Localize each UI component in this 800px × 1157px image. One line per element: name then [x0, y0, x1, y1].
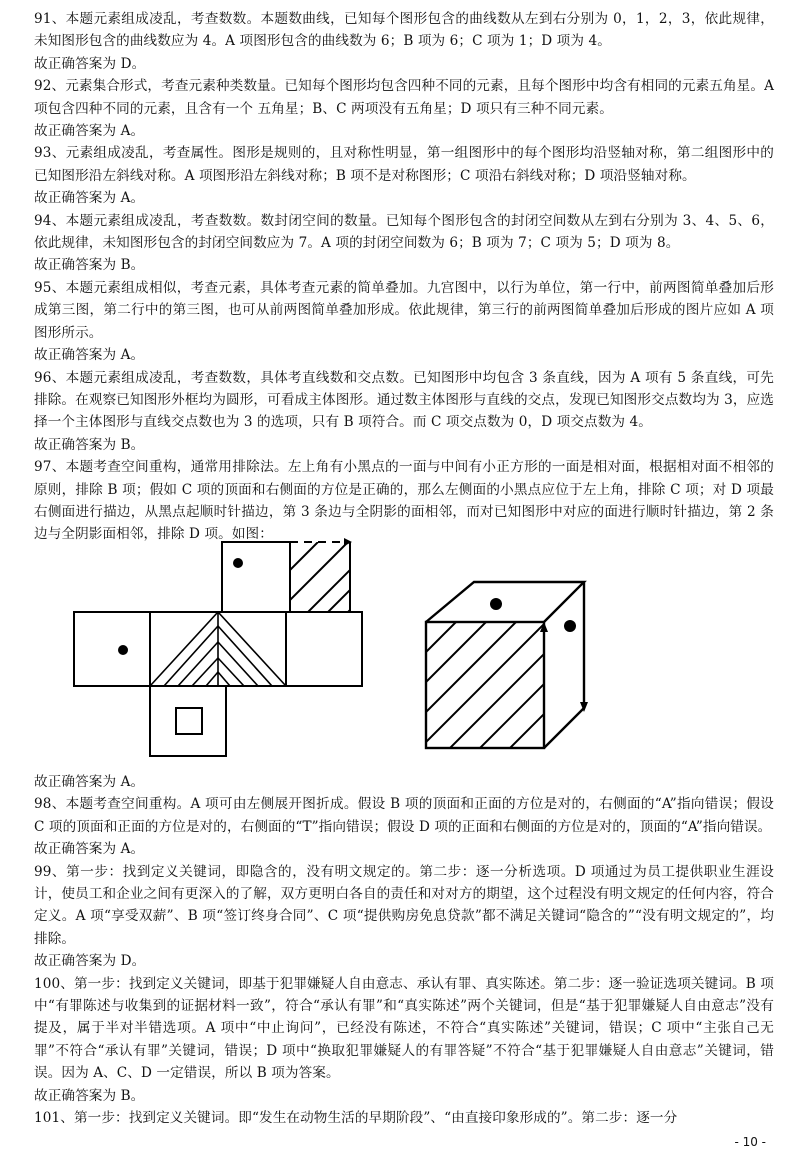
cube-dot-right	[564, 620, 576, 632]
answer-q99: 故正确答案为 D。	[34, 953, 146, 970]
net-face-left	[74, 612, 150, 686]
paragraph-q91: 91、本题元素组成凌乱，考查数数。本题数曲线，已知每个图形包含的曲线数从左到右分别为 0，1，2，3，依此规律，未知图形包含的曲线数应为 4。A 项图形包含的曲线数为 6；B 项为 6；C 项为 1；D 项为 4。	[34, 11, 774, 50]
paragraph-q92: 92、元素集合形式，考查元素种类数量。已知每个图形均包含四种不同的元素，且每个图形中均含有相同的元素五角星。A 项包含四种不同的元素，且含有一个 五角星；B、C 两项没有五角星；D 项只有三种不同元素。	[34, 78, 774, 117]
answer-q95: 故正确答案为 A。	[34, 347, 145, 364]
paragraph-q99: 99、第一步：找到定义关键词，即隐含的，没有明文规定的。第二步：逐一分析选项。D 项通过为员工提供职业生涯设计，使员工和企业之间有更深入的了解，双方更明白各自的责任和对对方的期望，这个过程没有明文规定的任何内容，符合定义。A 项“享受双薪”、B 项“签订终身合同”、C 项“提供购房免息贷款”都不满足关键词“隐含的”“没有明文规定的”，均排除。	[34, 863, 774, 947]
small-square	[176, 708, 202, 734]
page-number: - 10 -	[734, 1135, 766, 1149]
answer-q92: 故正确答案为 A。	[34, 123, 145, 140]
answer-q98: 故正确答案为 A。	[34, 841, 145, 858]
net-dot-top	[233, 558, 243, 568]
answer-q100: 故正确答案为 B。	[34, 1087, 145, 1104]
net-face-top-hatched	[290, 538, 410, 620]
answer-q96: 故正确答案为 B。	[34, 436, 145, 453]
paragraph-q100: 100、第一步：找到定义关键词，即基于犯罪嫌疑人自由意志、承认有罪、真实陈述。第二步：逐一验证选项关键词。B 项中“有罪陈述与收集到的证据材料一致”，符合“承认有罪”和“真实陈述”两个关键词，但是“基于犯罪嫌疑人自由意志”没有提及，属于半对半错选项。A 项中“中止询问”，已经没有陈述，不符合“真实陈述”关键词，错误；C 项中“主张自己无罪”不符合“承认有罪”关键词，错误；D 项中“换取犯罪嫌疑人的有罪答疑”不符合“基于犯罪嫌疑人自由意志”关键词，错误。因为 A、C、D 一定错误，所以 B 项为答案。	[34, 975, 774, 1082]
answer-explanations-top	[34, 8, 774, 546]
paragraph-q95: 95、本题元素组成相似，考查元素，具体考查元素的简单叠加。九宫图中，以行为单位，第一行中，前两图简单叠加后形成第三图，第二行中的第三图，也可从前两图简单叠加形成。依此规律，第三行的前两图简单叠加后形成的图片应如 A 项图形所示。	[34, 279, 774, 341]
answer-q93: 故正确答案为 A。	[34, 190, 145, 207]
paragraph-q97: 97、本题考查空间重构，通常用排除法。左上角有小黑点的一面与中间有小正方形的一面是相对面，根据相对面不相邻的原则，排除 B 项；假如 C 项的顶面和右侧面的方位是正确的，那么左侧面的小黑点应位于左上角，排除 C 项；对 D 项最右侧面进行描边，从黑点起顺时针描边，第 3 条边与全阴影的面相邻，而对已知图形中对应的面进行顺时针描边，第 2 条边与全阴影面相邻，排除 D 项。如图：	[34, 459, 774, 543]
net-face-bottom-square	[150, 686, 226, 756]
paragraph-q93: 93、元素组成凌乱，考查属性。图形是规则的，且对称性明显，第一组图形中的每个图形均沿竖轴对称，第二组图形中的已知图形沿左斜线对称。A 项图形沿左斜线对称；B 项不是对称图形；C 项沿右斜线对称；D 项沿竖轴对称。	[34, 145, 774, 184]
cube-net-and-cube-diagram	[50, 530, 610, 770]
answer-q97: 故正确答案为 A。	[34, 774, 145, 790]
cube-front-hatch	[426, 622, 550, 752]
paragraph-q94: 94、本题元素组成凌乱，考查数数。数封闭空间的数量。已知每个图形包含的封闭空间数从左到右分别为 3、4、5、6，依此规律，未知图形包含的封闭空间数应为 7。A 项的封闭空间数为 6；B 项为 7；C 项为 5；D 项为 8。	[34, 212, 774, 252]
paragraph-q98: 98、本题考查空间重构。A 项可由左侧展开图折成。假设 B 项的顶面和正面的方位是对的，右侧面的“A”指向错误；假设 C 项的顶面和正面的方位是对的，右侧面的“T”指向错误；假设 D 项的正面和右侧面的方位是对的，顶面的“A”指向错误。	[34, 796, 774, 835]
paragraph-q96: 96、本题元素组成凌乱，考查数数，具体考直线数和交点数。已知图形中均包含 3 条直线，因为 A 项有 5 条直线，可先排除。在观察已知图形外框均为圆形，可看成主体图形。通过数主体图形与直线的交点，发现已知图形交点数均为 3，应选择一个主体图形与直线交点数也为 3 的选项，只有 B 项符合。而 C 项交点数为 0，D 项交点数为 4。	[34, 369, 774, 431]
paragraph-q101: 101、第一步：找到定义关键词。即“发生在动物生活的早期阶段”、“由直接印象形成的”。第二步：逐一分	[34, 1110, 678, 1127]
net-face-center-hatch	[150, 612, 286, 686]
net-face-right	[286, 612, 362, 686]
spatial-reconstruction-figure	[50, 530, 610, 770]
net-dot-left	[118, 645, 128, 655]
cube-dot-top	[490, 598, 502, 610]
answer-explanations-bottom	[34, 771, 774, 1130]
answer-q91: 故正确答案为 D。	[34, 55, 146, 72]
answer-q94: 故正确答案为 B。	[34, 257, 145, 274]
net-face-top-dot	[222, 542, 290, 612]
